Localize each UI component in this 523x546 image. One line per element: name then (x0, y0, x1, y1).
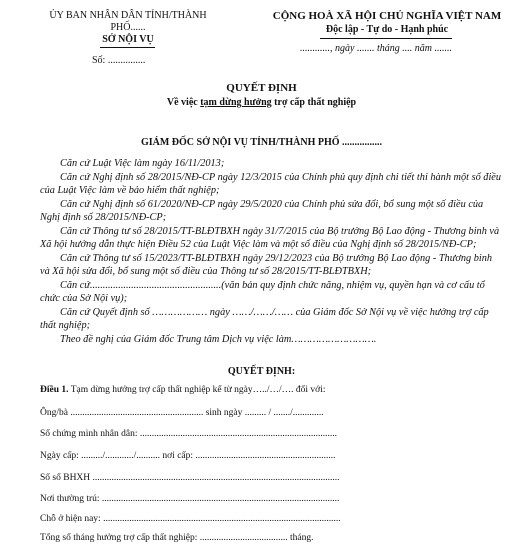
director-heading: GIÁM ĐỐC SỞ NỘI VỤ TỈNH/THÀNH PHỐ ................ (140, 137, 383, 148)
document-title: QUYẾT ĐỊNH (226, 82, 297, 94)
basis-item: Căn cứ...................................................(văn bản quy định chức năng, nhiệm vụ, quyền hạn và cơ cấu tổ chức của Sở Nội vụ); (40, 279, 485, 304)
basis-item: Căn cứ Thông tư số 28/2015/TT-BLĐTBXH ngày 31/7/2015 của Bộ trưởng Bộ Lao động - Thương binh và Xã hội hướng dẫn thực hiện Điều 52 của Luật Việc làm và một số điều của Nghị định số 28/2015/NĐ-CP; (40, 225, 500, 250)
national-title: CỘNG HOÀ XÃ HỘI CHỦ NGHĨA VIỆT NAM (272, 10, 502, 22)
article-1-label: Điều 1. (40, 385, 69, 395)
basis-item: Căn cứ Nghị định số 28/2015/NĐ-CP ngày 12/3/2015 của Chính phủ quy định chi tiết thi hành một số điều của Luật Việc làm về bảo hiểm thất nghiệp; (40, 171, 502, 196)
org-name-line-1: ỦY BAN NHÂN DÂN TỈNH/THÀNH (49, 10, 207, 21)
field-id-number: Số chứng minh nhân dân: ................................................................................... (40, 429, 338, 439)
date-line: ............, ngày ....... tháng .... năm ....... (300, 43, 452, 54)
article-1-text: Tạm dừng hưởng trợ cấp thất nghiệp kể từ ngày…../…/…. đối với: (68, 385, 326, 395)
department-name: SỞ NỘI VỤ (102, 34, 154, 45)
document-subtitle (0, 97, 523, 108)
national-motto: Độc lập - Tự do - Hạnh phúc (325, 24, 449, 35)
org-name-line-2: PHỐ...... (110, 22, 146, 33)
field-total-months: Tổng số tháng hưởng trợ cấp thất nghiệp: ..................................... tháng. (40, 533, 314, 543)
subtitle-underlined: tạm dừng hưởng (200, 97, 272, 108)
basis-item: Căn cứ Luật Việc làm ngày 16/11/2013; (60, 158, 225, 169)
article-1 (40, 385, 326, 395)
field-issue-date-place: Ngày cấp: ........./............/.......... nơi cấp: ........................................................... (40, 451, 336, 461)
basis-item: Căn cứ Nghị định số 61/2020/NĐ-CP ngày 29/5/2020 của Chính phủ sửa đổi, bổ sung một số điều của Nghị định số 28/2015/NĐ-CP; (40, 198, 484, 223)
basis-item: Căn cứ Quyết định số ……………… ngày ……/……/…… của Giám đốc Sở Nội vụ về việc hưởng trợ cấp thất nghiệp; (40, 306, 489, 331)
field-current-address: Chỗ ở hiện nay: .................................................................................................... (40, 514, 341, 524)
document-number: Số: ............... (92, 55, 146, 66)
legal-bases (40, 157, 502, 346)
subtitle-prefix: Về việc (166, 97, 201, 108)
field-social-insurance-number: Số sổ BHXH ........................................................................................................ (40, 473, 340, 483)
basis-item: Theo đề nghị của Giám đốc Trung tâm Dịch vụ việc làm………………………. (60, 333, 377, 345)
header-right-divider (320, 38, 452, 39)
basis-item: Căn cứ Thông tư số 15/2023/TT-BLĐTBXH ngày 29/12/2023 của Bộ trưởng Bộ Lao động - Thương binh và Xã hội sửa đổi, bổ sung một số điều của Thông tư số 28/2015/TT-BLĐTBXH; (40, 252, 492, 277)
decision-heading: QUYẾT ĐỊNH: (227, 366, 296, 377)
field-full-name: Ông/bà ........................................................ sinh ngày ......... / ......./............. (40, 408, 324, 418)
subtitle-suffix: trợ cấp thất nghiệp (271, 97, 357, 108)
header-left-divider (100, 47, 155, 48)
field-permanent-address: Nơi thường trú: .................................................................................................... (40, 494, 340, 504)
